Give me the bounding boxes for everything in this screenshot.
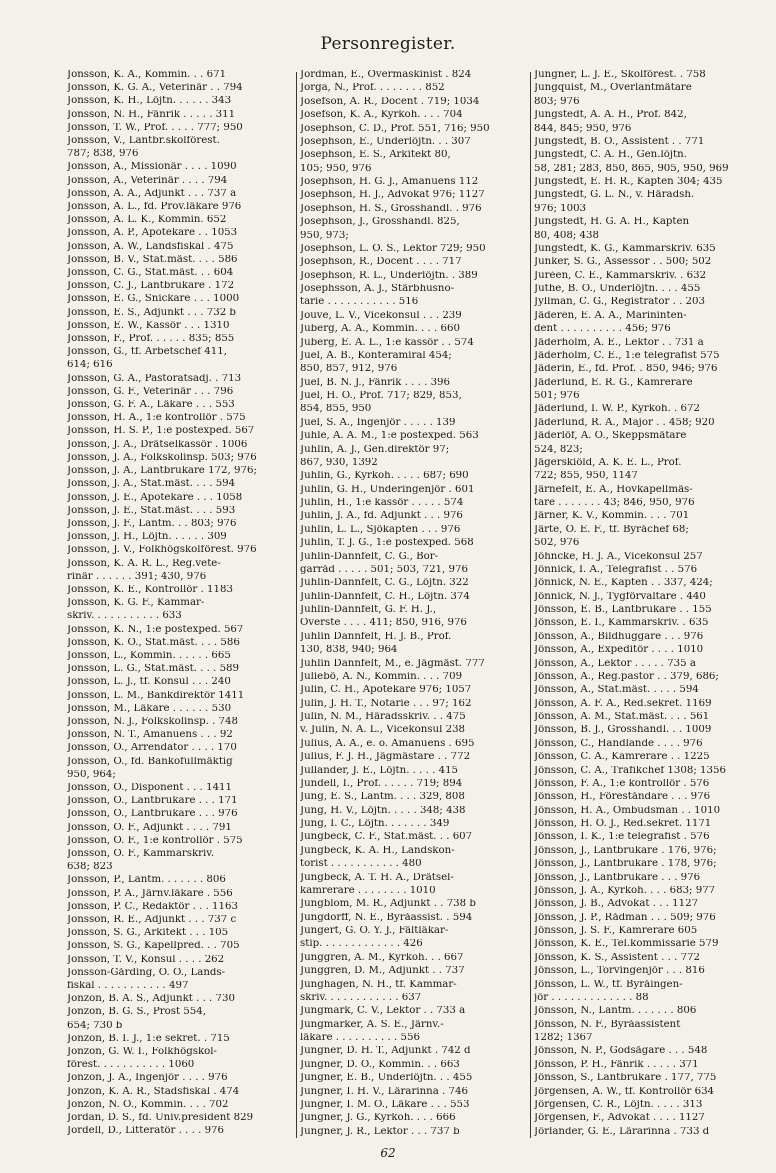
register-entry-line: Jonsson, E. W., Kassör . . . 1310 [67, 320, 230, 331]
register-entry-line: Josephson, H. S., Grosshandl. . 976 [300, 203, 482, 214]
register-entry-line: Jungmarker, A. S. E., Järnv.- [300, 1019, 444, 1030]
register-entry-line: Julin, J. H. T., Notarie . . . 97; 162 [300, 698, 472, 709]
register-entry-line: Josephson, R., Docent . . . . 717 [300, 257, 462, 268]
register-entry-line: Juhlin, L. L., Sjökapten . . . 976 [300, 524, 461, 535]
register-entry-line: Juhlin, G. H., Underingenjör . 601 [300, 484, 475, 495]
register-entry-line: Junker, S. G., Assessor . . 500; 502 [534, 257, 712, 268]
register-entry-line: Josefson, K. A., Kyrkoh. . . . 704 [300, 110, 463, 121]
register-entry-line: Jullander, J. E., Löjtn. . . . . 415 [300, 765, 459, 776]
register-entry-line: Jönsson, J. B., Advokat . . . 1127 [534, 899, 699, 910]
register-entry-line: Jonsson, F., Prof. . . . . . 835; 855 [67, 334, 235, 345]
register-entry-line: Jörlander, G. E., Lärarinna . 733 d [534, 1126, 710, 1137]
register-entry-line: Jonsson, J. F., Lantm. . . 803; 976 [67, 518, 237, 529]
register-entry-line: Jonsson, T. V., Konsul . . . . 262 [67, 954, 225, 965]
register-entry-line: Jönsson, E. B., Lantbrukare . . 155 [534, 605, 712, 615]
register-entry-line: Jonsson, L. J., tf. Konsul . . . 240 [67, 677, 231, 688]
register-entry-line: Juhlin-Dannfelt, G. F. H. J., [300, 605, 437, 615]
register-entry-line: 722; 855, 950, 1147 [534, 471, 638, 482]
register-entry-line: Jörgensen, A. W., tf. Kontrollör 634 [534, 1086, 715, 1097]
register-entry-line: Jyllman, C. G., Registrator . . 203 [534, 297, 706, 308]
register-entry-line: tarie . . . . . . . . . . . 516 [300, 297, 419, 308]
register-entry-line: Jordell, D., Litteratör . . . . 976 [67, 1126, 225, 1137]
register-entry-line: Jonsson, J. V., Folkhögskolförest. 976 [67, 545, 257, 556]
register-entry-line: Jönsson, E. I., Kammarskriv. . 635 [534, 618, 709, 629]
register-entry-line: Jönsson, N. P., Godsägare . . . 548 [534, 1046, 708, 1057]
register-entry-line: Jönsson, J. A., Kyrkoh. . . . 683; 977 [534, 885, 716, 896]
register-entry-line: Jungner, L. J. E., Skolförest. . 758 [534, 70, 706, 80]
register-entry-line: Jäderholm, C. E., 1:e telegrafist 575 [534, 350, 720, 361]
register-entry-line: Jönsson, J. P., Rådman . . . 509; 976 [534, 912, 716, 923]
register-entry-line: Jöhncke, H. J. A., Vicekonsul 257 [534, 551, 703, 562]
register-entry-line: Jonsson, J. A., Lantbrukare 172, 976; [67, 466, 257, 477]
register-entry-line: Jonsson, L., Kommin. . . . . . 665 [67, 650, 231, 661]
register-entry-line: Jonsson, N. J., Folkskolinsp. . 748 [67, 716, 238, 727]
register-entry-line: Jönsson, H. A., Ombudsman . . 1010 [534, 805, 721, 816]
register-entry-line: Jonsson, S. G., Kapellpred. . . 705 [67, 941, 240, 952]
register-entry-line: Jonsson, E. S., Adjunkt . . . 732 b [67, 307, 236, 318]
register-entry-line: 844, 845; 950, 976 [534, 123, 632, 134]
register-entry-line: 854, 855, 950 [300, 404, 372, 415]
register-entry-line: Jönsson, A., Bildhuggare . . . 976 [534, 631, 704, 642]
register-entry-line: Jönsson, S., Lantbrukare . 177, 775 [534, 1073, 717, 1084]
register-entry-line: Jonsson, A., Missionär . . . . 1090 [67, 162, 237, 173]
register-entry-line: 105; 950, 976 [300, 163, 372, 174]
register-column-1 [67, 70, 293, 1138]
register-entry-line: Juhle, A. A. M., 1:e postexped. 563 [300, 431, 479, 442]
register-entry-line: 654; 730 b [67, 1020, 123, 1031]
register-entry-line: 130, 838, 940; 964 [300, 645, 398, 656]
register-entry-line: Jonsson, P., Lantm. . . . . . . 806 [67, 875, 226, 886]
register-entry-line: Jungner, D. H. T., Adjunkt . 742 d [300, 1046, 471, 1057]
register-column-3 [534, 70, 766, 1138]
register-entry-line: Jonsson, A. A., Adjunkt . . . 737 a [67, 188, 237, 199]
register-entry-line: Jonzon, J. A., Ingenjör . . . . 976 [67, 1073, 228, 1084]
register-entry-line: Juel, H. O., Prof. 717; 829, 853, [300, 391, 462, 401]
register-entry-line: Järnefelt, E. A., Hovkapellmäs- [534, 484, 693, 495]
register-entry-line: 80, 408; 438 [534, 230, 600, 241]
register-entry-line: Juhlin, A. J., Gen.direktör 97; [300, 444, 450, 455]
register-entry-line: Jonsson, N. T., Amanuens . . . 92 [67, 730, 233, 741]
register-entry-line: Juel, A. B., Konteramiral 454; [300, 350, 452, 361]
register-entry-line: Jonsson, O., Lantbrukare . . . 171 [67, 796, 238, 807]
register-entry-line: Jungstedt, E. H. R., Kapten 304; 435 [534, 177, 723, 187]
register-entry-line: Jonsson, O., Arrendator . . . . 170 [67, 743, 237, 754]
register-entry-line: Jonsson, O., Lantbrukare . . . 976 [67, 809, 238, 820]
page-title: Personregister. [320, 34, 456, 54]
register-entry-line: Jungquist, M., Överlantmätare [534, 83, 692, 94]
register-entry-line: Jönsson, L., Torvingenjör . . . 816 [534, 966, 705, 977]
register-entry-line: Juhlin, J. A., fd. Adjunkt . . . 976 [300, 511, 463, 522]
register-entry-line: Jouve, L. V., Vicekonsul . . . 239 [300, 310, 462, 321]
register-entry-line: skriv. . . . . . . . . . . . 637 [300, 992, 422, 1003]
register-entry-line: Jonsson, J. A., Stat.mäst. . . . 594 [67, 479, 236, 490]
register-entry-line: Jäderlöf, A. O., Skeppsmätare [534, 431, 687, 442]
register-entry-line: garråd . . . . . 501; 503, 721, 976 [300, 564, 468, 575]
register-entry-line: Jönsson, J., Lantbrukare . . . 976 [534, 872, 701, 883]
register-entry-line: Järte, O. E. F., tf. Byråchef 68; [534, 524, 689, 535]
register-entry-line: Jonsson, M., Läkare . . . . . . 530 [67, 703, 232, 714]
register-entry-line: Julius, F. J. H., Jägmästare . . 772 [300, 752, 471, 763]
register-entry-line: Jonsson, V., Lantbr.skolförest. [67, 136, 220, 147]
register-entry-line: 850, 857, 912, 976 [300, 364, 398, 375]
register-entry-line: dent . . . . . . . . . . 456; 976 [534, 324, 671, 335]
register-entry-line: Jonsson, P. C., Redaktör . . . 1163 [67, 901, 238, 912]
register-column-2 [300, 70, 528, 1138]
register-entry-line: Jungbeck, C. F., Stat.mäst. . . 607 [300, 832, 473, 843]
register-entry-line: 614; 616 [67, 360, 113, 371]
register-entry-line: Jonsson, K. N., 1:e postexped. 567 [67, 624, 244, 635]
register-entry-line: Jonsson, A. P., Apotekare . . 1053 [67, 228, 238, 239]
register-entry-line: Järner, K. V., Kommin. . . . 701 [534, 511, 690, 522]
register-entry-line: Jonsson, N. H., Fänrik . . . . . 311 [67, 109, 236, 120]
register-entry-line: Jonsson, O. F., 1:e kontrollör . 575 [67, 835, 243, 846]
register-entry-line: Jungner, I. M. O., Läkare . . . 553 [300, 1099, 470, 1110]
register-entry-line: Josephson, L. O. S., Lektor 729; 950 [300, 243, 486, 254]
register-entry-line: Jonsson, K. G. A., Veterinär . . 794 [67, 83, 243, 94]
register-entry-line: 867, 930, 1392 [300, 457, 378, 468]
register-entry-line: Josephson, J., Grosshandl. 825, [300, 217, 460, 228]
register-entry-line: Jonsson, G., tf. Arbetschef 411, [67, 347, 227, 358]
register-entry-line: Jönnick, I. A., Telegrafist . . 576 [534, 564, 698, 575]
register-entry-line: Jönsson, A., Expeditör . . . . 1010 [534, 645, 704, 656]
register-entry-line: Jönsson, A., Lektor . . . . . 735 a [534, 658, 696, 669]
register-entry-line: Jundell, I., Prof. . . . . . 719; 894 [300, 778, 463, 789]
register-entry-line: Jönsson, A. F. A., Red.sekret. 1169 [534, 698, 712, 709]
register-entry-line: Josephson, E. S., Arkitekt 80, [300, 150, 451, 161]
register-entry-line: Jönsson, A., Reg.pastor . . 379, 686; [534, 671, 719, 682]
register-entry-line: Jungner, J. G., Kyrkoh. . . . 666 [300, 1113, 456, 1124]
register-entry-line: Juberg, A. A., Kommin. . . . 660 [300, 324, 460, 335]
register-entry-line: Jäderin, E., fd. Prof. . 850, 946; 976 [534, 364, 718, 375]
register-entry-line: Josephson, E., Underlöjtn. . . 307 [300, 136, 471, 147]
register-entry-line: Junghagen, N. H., tf. Kammar- [300, 979, 457, 990]
register-entry-line: Överste . . . . 411; 850, 916, 976 [300, 618, 467, 629]
register-entry-line: förest. . . . . . . . . . . 1060 [67, 1060, 195, 1071]
register-entry-line: Jönsson, F. A., 1:e kontrollör . 576 [534, 778, 710, 789]
register-entry-line: Jungner, D. O., Kommin. . . 663 [300, 1059, 460, 1070]
register-entry-line: Jordman, E., Övermaskinist . 824 [300, 70, 472, 80]
register-entry-line: tare . . . . . . . 43; 846, 950, 976 [534, 498, 695, 508]
register-entry-line: Jönsson, C., Handlande . . . . 976 [534, 738, 703, 749]
register-entry-line: Jonsson, G. F. A., Läkare . . . 553 [67, 400, 235, 411]
register-entry-line: Jonsson, H. A., 1:e kontrollör . 575 [67, 413, 246, 424]
register-entry-line: Jonsson-Gårding, O. O., Lands- [67, 967, 226, 978]
register-entry-line: Jönsson, C. A., Trafikchef 1308; 1356 [534, 765, 726, 776]
register-entry-line: Juel, S. A., Ingenjör . . . . . 139 [300, 417, 456, 428]
register-entry-line: Jonsson, T. W., Prof. . . . . 777; 950 [67, 122, 243, 133]
register-entry-line: Jonsson, J. H., Löjtn. . . . . . 309 [67, 532, 227, 543]
register-entry-line: Juhlin-Dannfelt, C. G., Löjtn. 322 [300, 578, 469, 589]
register-entry-line: 501; 976 [534, 391, 580, 401]
register-entry-line: Jönsson, H., Föreståndare . . . 976 [534, 792, 711, 803]
register-entry-line: 950, 973; [300, 230, 349, 241]
register-entry-line: Julin, C. H., Apotekare 976; 1057 [300, 685, 472, 696]
register-entry-line: Jonsson, A. W., Landsfiskal . 475 [67, 241, 234, 252]
register-entry-line: Jonsson, A., Veterinär . . . . 794 [67, 175, 228, 186]
register-entry-line: Jungner, J. R., Lektor . . . 737 b [300, 1126, 460, 1137]
column-divider [296, 72, 297, 1138]
register-entry-line: läkare . . . . . . . . . . 556 [300, 1033, 420, 1043]
register-entry-line: Jönsson, A. M., Stat.mäst. . . . 561 [534, 712, 710, 722]
register-entry-line: v. Julin, N. A. L., Vicekonsul 238 [300, 725, 466, 736]
register-entry-line: Juréen, C. E., Kammarskriv. . 632 [534, 270, 707, 281]
register-entry-line: Jönsson, J., Lantbrukare . 176, 976; [534, 845, 717, 856]
register-entry-line: Jungstedt, C. A. H., Gen.löjtn. [534, 150, 687, 161]
register-entry-line: Jonsson, S. G., Arkitekt . . . 105 [67, 928, 229, 939]
register-entry-line: Juhlin, H., 1:e kassör . . . . . 574 [300, 498, 464, 508]
register-entry-line: Jönnick, N. J., Tygförvaltare . 440 [534, 591, 706, 602]
register-entry-line: Jung, H. V., Löjtn. . . . . 348; 438 [300, 805, 466, 816]
register-entry-line: Jungstedt, A. A. H., Prof. 842, [534, 110, 687, 121]
register-entry-line: Jäderholm, A. E., Lektor . . 731 a [534, 337, 704, 348]
register-entry-line: Josephson, R. L., Underlöjtn. . 389 [300, 270, 478, 281]
register-entry-line: 803; 976 [534, 96, 580, 107]
register-entry-line: Jäderlund, I. W. P., Kyrkoh. . 672 [534, 404, 700, 415]
register-entry-line: Jönsson, P. H., Fänrik . . . . . 371 [534, 1059, 699, 1070]
register-entry-line: Jordan, D. S., fd. Univ.president 829 [67, 1113, 254, 1124]
register-entry-line: 1282; 1367 [534, 1033, 593, 1043]
register-entry-line: Jonsson, B. V., Stat.mäst. . . . 586 [67, 254, 238, 265]
register-entry-line: jör . . . . . . . . . . . . . 88 [534, 992, 649, 1003]
register-entry-line: Jungdorff, N. E., Byråassist. . 594 [300, 912, 473, 923]
register-entry-line: Jönsson, A., Stat.mäst. . . . . 594 [534, 685, 699, 696]
register-entry-line: Jonsson, E. G., Snickare . . . 1000 [67, 294, 240, 305]
register-entry-line: Jonsson, O., Disponent . . . 1411 [67, 782, 233, 793]
register-entry-line: stip. . . . . . . . . . . . . 426 [300, 939, 423, 950]
register-entry-line: Jungner, I. H. V., Lärarinna . 746 [300, 1086, 468, 1097]
register-entry-line: Juhlin-Dannfelt, C. H., Löjtn. 374 [300, 591, 470, 602]
register-entry-line: Jonsson, A. L. K., Kommin. 652 [67, 215, 227, 226]
register-entry-line: 58, 281; 283, 850, 865, 905, 950, 969 [534, 163, 729, 174]
register-entry-line: Jörgensen, C. R., Löjtn. . . . . 313 [534, 1099, 703, 1110]
register-entry-line: Jonsson, P. A., Järnv.läkare . 556 [67, 888, 233, 899]
register-entry-line: Jonsson, K. G. F., Kammar- [67, 598, 205, 609]
register-entry-line: Jonsson, J. E., Apotekare . . . 1058 [67, 492, 243, 503]
register-entry-line: Jonsson, J. A., Drätselkassör . 1006 [67, 439, 248, 450]
register-entry-line: Jonsson, K. O., Stat.mäst. . . . 586 [67, 637, 240, 648]
register-entry-line: Jönsson, H. O. J., Red.sekret. 1171 [534, 819, 712, 829]
register-entry-line: Jorga, N., Prof. . . . . . . . 852 [300, 83, 445, 94]
register-entry-line: Jungstedt, K. G., Kammarskriv. 635 [534, 243, 716, 254]
register-entry-line: Jonsson, C. G., Stat.mäst. . . 604 [67, 268, 234, 279]
register-entry-line: Juliebö, A. N., Kommin. . . . 709 [300, 671, 463, 682]
register-entry-line: Junggren, D. M., Adjunkt . . 737 [300, 966, 465, 977]
register-entry-line: rinär . . . . . . 391; 430, 976 [67, 571, 207, 582]
register-entry-line: Jungstedt, B. O., Assistent . . 771 [534, 136, 705, 147]
register-entry-line: Jönsson, C. A., Kamrerare . . 1225 [534, 752, 710, 763]
register-entry-line: Jonzon, G. W. I., Folkhögskol- [67, 1047, 217, 1058]
register-entry-line: Jönsson, J., Lantbrukare . 178, 976; [534, 859, 717, 870]
register-entry-line: Jungblom, M. R., Adjunkt . . 738 b [300, 899, 476, 910]
register-entry-line: Jonsson, A. L., fd. Prov.läkare 976 [67, 202, 242, 213]
register-entry-line: Jonsson, J. A., Folkskolinsp. 503; 976 [67, 452, 257, 463]
register-entry-line: torist . . . . . . . . . . . 480 [300, 859, 422, 870]
register-entry-line: Jonsson, O., fd. Bankofullmäktig [67, 756, 233, 767]
register-entry-line: Josephson, H. J., Advokat 976; 1127 [300, 190, 485, 201]
register-entry-line: Jonzon, B. G. S., Prost 554, [67, 1007, 206, 1018]
register-entry-line: kamrerare . . . . . . . . 1010 [300, 885, 436, 896]
register-entry-line: Jung, I. C., Löjtn. . . . . . . 349 [300, 819, 450, 829]
register-entry-line: Josephson, C. D., Prof. 551, 716; 950 [300, 123, 490, 134]
register-entry-line: Jäderén, E. A. A., Marininten- [534, 310, 687, 321]
register-entry-line: Jungbeck, K. A. H., Landskon- [300, 845, 455, 856]
register-entry-line: Jörgensen, F., Advokat . . . . 1127 [534, 1113, 705, 1124]
register-entry-line: Junggren, A. M., Kyrkoh. . . 667 [300, 952, 464, 963]
register-entry-line: Jungbeck, Å. T. H. A., Drätsel- [300, 872, 454, 883]
register-entry-line: Jonsson, L. G., Stat.mäst. . . . 589 [67, 664, 240, 675]
register-entry-line: Juhlin-Dannfelt, C. G., Bor- [300, 551, 439, 562]
register-entry-line: Jönsson, N., Lantm. . . . . . . 806 [534, 1006, 697, 1017]
register-entry-line: Josephsson, A. J., Stärbhusno- [300, 284, 455, 294]
register-entry-line: Jonsson, O. F., Kammarskriv. [67, 848, 215, 859]
register-entry-line: Jonsson, G. A., Pastoratsadj. . 713 [67, 373, 242, 384]
register-entry-line: Jönnick, N. E., Kapten . . 337, 424; [534, 578, 713, 589]
register-entry-line: Juhlin, G., Kyrkoh. . . . . 687; 690 [300, 471, 469, 482]
register-entry-line: Jonsson, O. F., Adjunkt . . . . 791 [67, 822, 232, 833]
register-entry-line: Jungmark, C. V., Lektor . . 733 a [300, 1006, 466, 1017]
register-entry-line: Jungstedt, G. L. N., v. Häradsh. [534, 190, 695, 201]
register-entry-line: Jungstedt, H. G. A. H., Kapten [534, 217, 690, 228]
register-entry-line: Jönsson, J. S. F., Kamrerare 605 [534, 926, 698, 936]
register-entry-line: Jonzon, K. A. R., Stadsfiskal . 474 [67, 1086, 240, 1097]
register-entry-line: Jönsson, N. F., Byråassistent [534, 1019, 681, 1030]
register-entry-line: Jonsson, C. J., Lantbrukare . 172 [67, 281, 235, 292]
register-entry-line: Jonsson, H. S. P., 1:e postexped. 567 [67, 426, 255, 437]
register-entry-line: 950, 964; [67, 769, 116, 780]
register-entry-line: Jungert, G. O. Y. J., Fältläkar- [300, 926, 449, 936]
register-entry-line: Jonsson, K. A., Kommin. . . 671 [67, 70, 227, 80]
register-entry-line: Jung, E. S., Lantm. . . . 329, 808 [300, 792, 465, 803]
register-entry-line: Juhlin Dannfelt, H. J. B., Prof. [300, 631, 452, 642]
register-entry-line: Jönsson, L. W., tf. Byråingen- [534, 979, 683, 990]
register-entry-line: Jonzon, B. A. S., Adjunkt . . . 730 [67, 994, 235, 1005]
register-entry-line: Jäderlund, R. A., Major . . 458; 920 [534, 417, 715, 428]
register-entry-line: Jönsson, K. S., Assistent . . . 772 [534, 952, 701, 963]
register-entry-line: Jönsson, K. E., Tel.kommissarie 579 [534, 939, 719, 950]
column-divider [530, 72, 531, 1138]
register-entry-line: Josefson, A. R., Docent . 719; 1034 [300, 96, 480, 107]
register-entry-line: 638; 823 [67, 862, 113, 873]
register-entry-line: Jonzon, B. I. J., 1:e sekret. . 715 [67, 1033, 230, 1044]
register-entry-line: 976; 1003 [534, 203, 587, 214]
register-entry-line: Jönsson, B. J., Grosshandl. . . 1009 [534, 725, 712, 736]
register-entry-line: Jäderlund, E. R. G., Kamrerare [534, 377, 693, 388]
register-entry-line: Jonsson, K. A. R. L., Reg.vete- [67, 558, 221, 569]
register-entry-line: Julius, A. A., e. o. Amanuens . 695 [300, 738, 475, 749]
register-entry-line: 787; 838, 976 [67, 149, 139, 160]
register-entry-line: Juberg, E. A. L., 1:e kassör . . 574 [300, 337, 474, 348]
register-entry-line: Jonsson, K. E., Kontrollör . 1183 [67, 584, 233, 595]
register-entry-line: 502, 976 [534, 538, 580, 549]
register-entry-line: Julin, N. M., Häradsskriv. . . 475 [300, 712, 466, 722]
register-entry-line: Jägerskiöld, A. K. E. L., Prof. [534, 457, 682, 468]
register-entry-line: Juthe, B. O., Underlöjtn. . . . 455 [534, 284, 701, 294]
register-entry-line: Jonsson, R. E., Adjunkt . . . 737 c [67, 915, 237, 925]
page-number: 62 [380, 1146, 396, 1160]
register-entry-line: Jönsson, I. K., 1:e telegrafist . 576 [534, 832, 710, 843]
register-entry-line: Jonzon, N. O., Kommin. . . . 702 [67, 1099, 229, 1110]
register-entry-line: Jonsson, L. M., Bankdirektör 1411 [67, 690, 245, 701]
register-entry-line: Juhlin Dannfelt, M., e. Jägmäst. 777 [300, 658, 485, 669]
register-entry-line: fiskal . . . . . . . . . . . 497 [67, 981, 189, 992]
register-entry-line: Jonsson, J. E., Stat.mäst. . . . 593 [67, 505, 236, 516]
register-entry-line: Jungner, E. B., Underlöjtn. . . 455 [300, 1073, 473, 1084]
register-entry-line: Juhlin, T. J. G., 1:e postexped. 568 [300, 538, 474, 549]
register-entry-line: 524, 823; [534, 444, 583, 455]
register-entry-line: Jonsson, K. H., Löjtn. . . . . . 343 [67, 96, 232, 107]
register-entry-line: Josephson, H. G. J., Amanuens 112 [300, 177, 479, 187]
register-entry-line: Juel, B. N. J., Fänrik . . . . 396 [300, 377, 451, 388]
register-entry-line: Jonsson, G. F., Veterinär . . . 796 [67, 386, 234, 397]
register-entry-line: skriv. . . . . . . . . . . 633 [67, 611, 182, 622]
